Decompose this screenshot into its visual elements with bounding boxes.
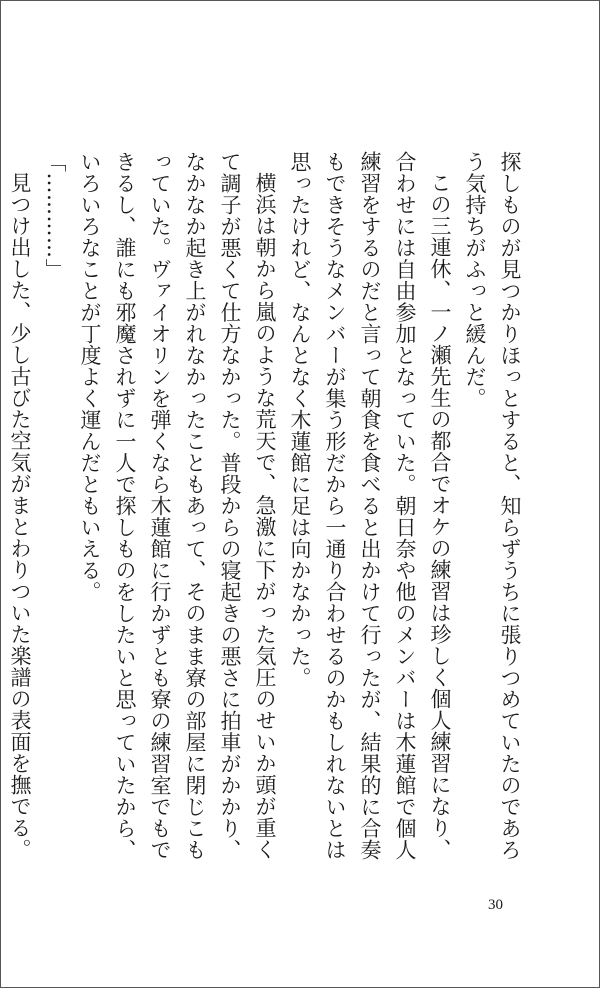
paragraph-4-dialogue: 「…………」 — [43, 151, 67, 280]
vertical-text-body — [8, 151, 527, 881]
paragraph-2: この三連休、一ノ瀬先生の都合でオケの練習は珍しく個人練習になり、合わせには自由参加となっていた。朝日奈や他のメンバーは木蓮館で個人練習をするのだと言って朝食を食べると出かけて行ったが、結果的に合奏もできそうなメンバーが集う形だから一通り合わせるのかもしれないとは思ったけれど、なんとなく木蓮館に足は向かなかった。 — [288, 151, 452, 861]
paragraph-1: 探しものが見つかりほっとすると、知らずうちに張りつめていたのであろう気持ちがふっと緩んだ。 — [463, 151, 522, 861]
paragraph-3: 横浜は朝から嵐のような荒天で、急激に下がった気圧のせいか頭が重くて調子が悪くて仕方なかった。普段からの寝起きの悪さに拍車がかかり、なかなか起き上がれなかったこともあって、そのまま寮の部屋に閉じこもっていた。ヴァイオリンを弾くなら木蓮館に行かずとも寮の練習室でもできるし、誰にも邪魔されずに一人で探しものをしたいと思っていたから、いろいろなことが丁度よく運んだともいえる。 — [78, 151, 277, 861]
page-number: 30 — [488, 897, 503, 913]
paragraph-5: 見つけ出した、少し古びた空気がまとわりついた楽譜の表面を撫でる。 — [8, 172, 32, 860]
